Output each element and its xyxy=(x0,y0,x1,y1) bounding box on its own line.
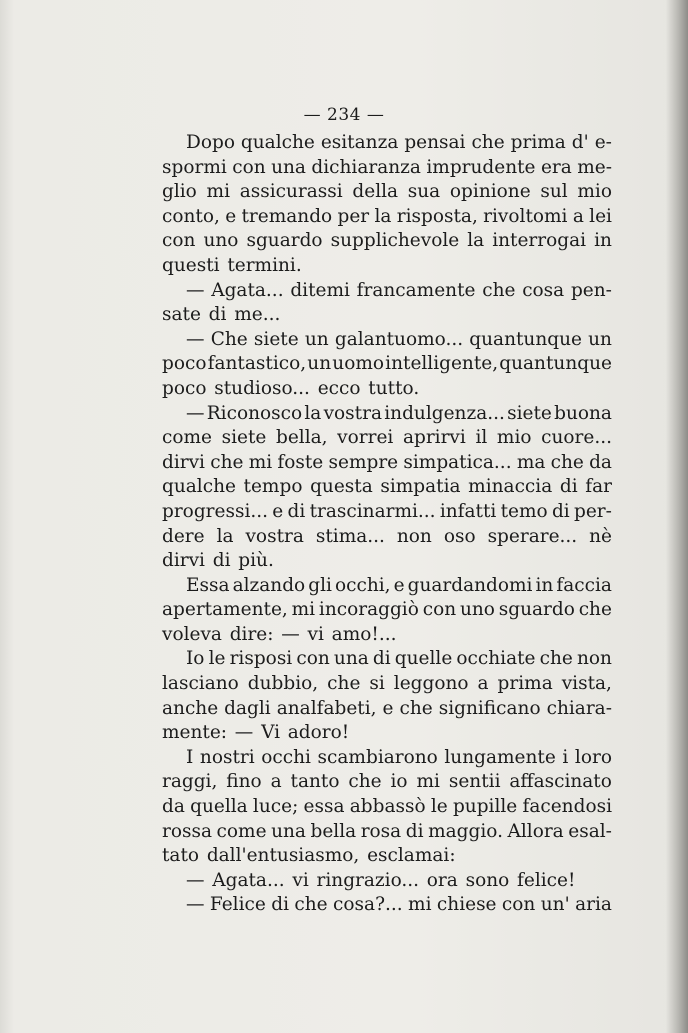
text-line: Io le risposi con una di quelle occhiate che non xyxy=(186,648,612,670)
text-line: glio mi assicurassi della sua opinione sul mio xyxy=(162,181,612,203)
body-text xyxy=(162,131,612,918)
text-line: I nostri occhi scambiarono lungamente i loro xyxy=(186,746,612,768)
text-line: dirvi che mi foste sempre simpatica... ma che da xyxy=(162,451,612,473)
text-line: conto, e tremando per la risposta, rivoltomi a lei xyxy=(162,205,612,227)
text-line: — Agata... vi ringrazio... ora sono felice! xyxy=(186,869,576,891)
text-line: anche dagli analfabeti, e che significano chiara- xyxy=(162,697,612,719)
page-edge-shadow xyxy=(666,0,688,1033)
text-line: tato dall'entusiasmo, esclamai: xyxy=(162,845,456,867)
text-line: rossa come una bella rosa di maggio. Allora esal- xyxy=(162,820,612,842)
page-number: — 234 — xyxy=(303,105,385,125)
text-line: voleva dire: — vi amo!... xyxy=(162,623,397,645)
text-line: dere la vostra stima... non oso sperare... nè xyxy=(162,525,612,547)
text-line: poco studioso... ecco tutto. xyxy=(162,377,420,399)
text-line: dirvi di più. xyxy=(162,550,274,572)
text-line: progressi... e di trascinarmi... infatti temo di per- xyxy=(162,500,612,522)
text-line: sate di me... xyxy=(162,304,281,326)
text-line: poco fantastico, un uomo intelligente, quantunque xyxy=(162,353,612,375)
text-line: — Che siete un galantuomo... quantunque un xyxy=(186,328,612,350)
text-line: questi termini. xyxy=(162,254,302,276)
text-line: — Felice di che cosa?... mi chiese con un' aria xyxy=(186,894,612,916)
text-line: lasciano dubbio, che si leggono a prima vista, xyxy=(162,673,612,695)
text-line: con uno sguardo supplichevole la interrogai in xyxy=(162,230,612,252)
text-line: spormi con una dichiaranza imprudente era me- xyxy=(162,156,612,178)
text-line: qualche tempo questa simpatia minaccia di far xyxy=(162,476,612,498)
text-line: — Riconosco la vostra indulgenza... siete buona xyxy=(186,402,612,424)
text-line: raggi, fino a tanto che io mi sentii affascinato xyxy=(162,771,612,793)
text-line: apertamente, mi incoraggiò con uno sguardo che xyxy=(162,599,612,621)
text-line: come siete bella, vorrei aprirvi il mio cuore... xyxy=(162,427,612,449)
text-line: mente: — Vi adoro! xyxy=(162,722,350,744)
text-line: da quella luce; essa abbassò le pupille facendosi xyxy=(162,796,612,818)
text-line: Dopo qualche esitanza pensai che prima d' e- xyxy=(186,132,612,153)
text-line: — Agata... ditemi francamente che cosa pen- xyxy=(186,279,612,301)
text-line: Essa alzando gli occhi, e guardandomi in faccia xyxy=(186,574,612,596)
